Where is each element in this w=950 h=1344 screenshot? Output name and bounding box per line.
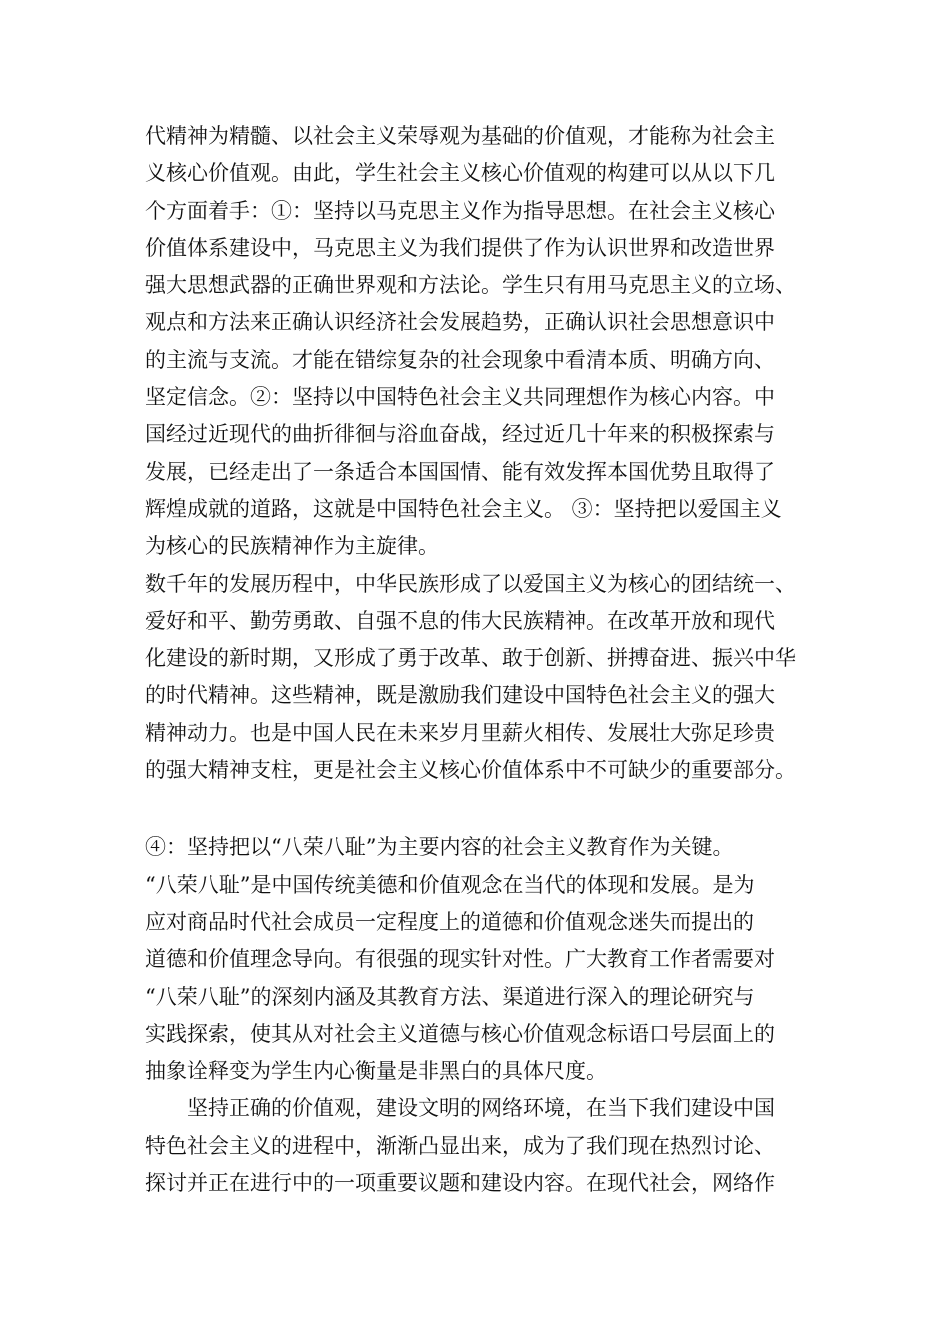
text-line: 代精神为精髓、以社会主义荣辱观为基础的价值观，才能称为社会主 [145, 124, 775, 148]
text-line: 坚定信念。②：坚持以中国特色社会主义共同理想作为核心内容。中 [145, 385, 775, 410]
text-line: 应对商品时代社会成员一定程度上的道德和价值观念迷失而提出的 [145, 909, 754, 934]
text-line: ④：坚持把以“八荣八耻”为主要内容的社会主义教育作为关键。 [145, 835, 734, 860]
text-line: 化建设的新时期，又形成了勇于改革、敢于创新、拼搏奋进、振兴中华 [145, 646, 796, 671]
paragraph-first-line: 坚持正确的价值观，建设文明的网络环境，在当下我们建设中国 [187, 1096, 775, 1121]
text-line: 为核心的民族精神作为主旋律。 [145, 534, 439, 559]
text-line: “八荣八耻”是中国传统美德和价值观念在当代的体现和发展。是为 [145, 872, 755, 897]
text-line: 精神动力。也是中国人民在未来岁月里薪火相传、发展壮大弥足珍贵 [145, 720, 775, 745]
text-line: 抽象诠释变为学生内心衡量是非黑白的具体尺度。 [145, 1059, 607, 1084]
text-line: 道德和价值理念导向。有很强的现实针对性。广大教育工作者需要对 [145, 947, 775, 972]
text-line: 强大思想武器的正确世界观和方法论。学生只有用马克思主义的立场、 [145, 273, 796, 298]
text-line: 爱好和平、勤劳勇敢、自强不息的伟大民族精神。在改革开放和现代 [145, 608, 775, 633]
text-line: 辉煌成就的道路，这就是中国特色社会主义。 ③：坚持把以爱国主义 [145, 496, 782, 521]
text-line: 探讨并正在进行中的一项重要议题和建设内容。在现代社会，网络作 [145, 1171, 775, 1196]
text-line: 的主流与支流。才能在错综复杂的社会现象中看清本质、明确方向、 [145, 347, 775, 372]
text-line: 义核心价值观。由此，学生社会主义核心价值观的构建可以从以下几 [145, 161, 775, 186]
text-line: 的时代精神。这些精神，既是激励我们建设中国特色社会主义的强大 [145, 683, 775, 708]
text-line: 个方面着手：①：坚持以马克思主义作为指导思想。在社会主义核心 [145, 198, 775, 223]
text-line: 特色社会主义的进程中，渐渐凸显出来，成为了我们现在热烈讨论、 [145, 1133, 775, 1158]
text-line: 数千年的发展历程中，中华民族形成了以爱国主义为核心的团结统一、 [145, 571, 796, 596]
text-line: 的强大精神支柱，更是社会主义核心价值体系中不可缺少的重要部分。 [145, 758, 796, 783]
text-line: 观点和方法来正确认识经济社会发展趋势，正确认识社会思想意识中 [145, 310, 775, 335]
text-line: 国经过近现代的曲折徘徊与浴血奋战，经过近几十年来的积极探索与 [145, 422, 775, 447]
text-line: “八荣八耻”的深刻内涵及其教育方法、渠道进行深入的理论研究与 [145, 984, 755, 1009]
text-line: 价值体系建设中，马克思主义为我们提供了作为认识世界和改造世界 [145, 235, 775, 260]
blank-line [145, 789, 810, 829]
text-line: 发展，已经走出了一条适合本国国情、能有效发挥本国优势且取得了 [145, 459, 775, 484]
body-text [145, 118, 810, 1202]
text-line: 实践探索，使其从对社会主义道德与核心价值观念标语口号层面上的 [145, 1021, 775, 1046]
